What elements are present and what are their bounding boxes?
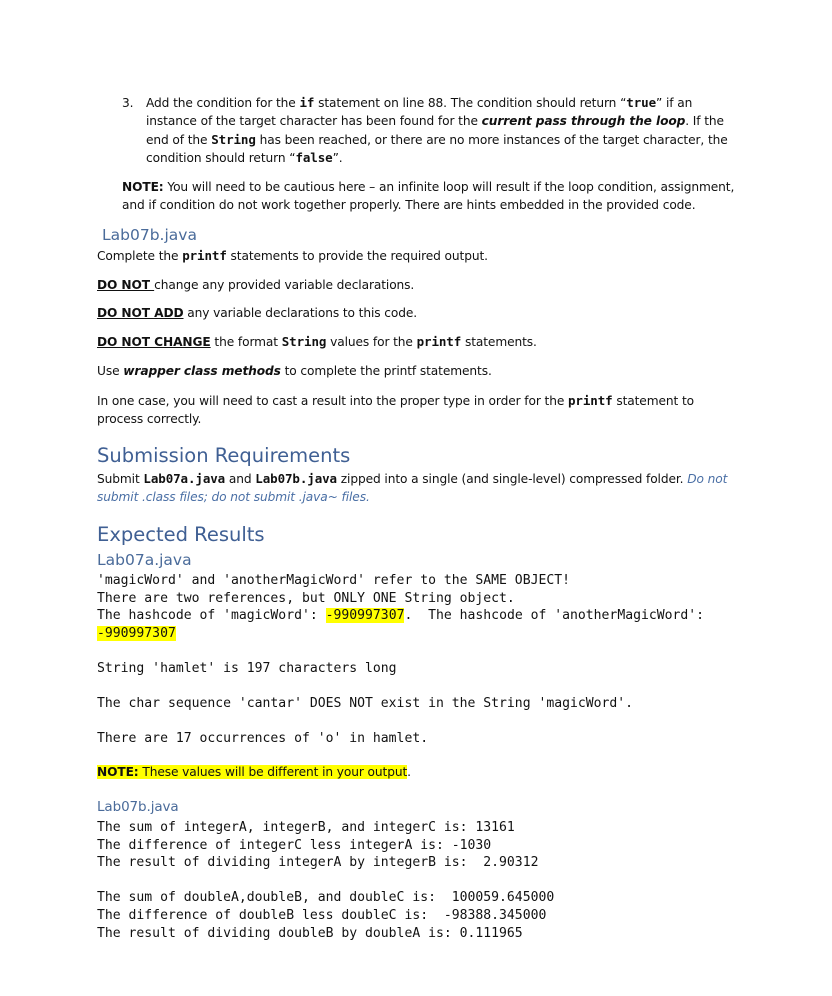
lab07b-complete-text: Complete the printf statements to provide the required output. <box>97 248 488 263</box>
submission-text: Submit Lab07a.java and Lab07b.java zipped into a single (and single-level) compressed folder. Do not submit .class files; do not submit .java~ files. <box>97 471 728 505</box>
cast-text: In one case, you will need to cast a result into the proper type in order for the printf statement to process correctly. <box>97 393 694 427</box>
output-line <box>97 625 704 643</box>
step-3-item <box>122 94 742 168</box>
output-line: The sum of integerA, integerB, and integerC is: 13161 <box>97 820 515 835</box>
output-line: The char sequence 'cantar' DOES NOT exist in the String 'magicWord'. <box>97 696 634 712</box>
note-values-different: NOTE: These values will be different in your output. <box>97 765 411 779</box>
expected-results-heading: Expected Results <box>97 523 265 546</box>
output-line: String 'hamlet' is 197 characters long <box>97 660 397 676</box>
hashcode-highlight: -990997307 <box>325 608 405 624</box>
submission-heading: Submission Requirements <box>97 444 351 467</box>
lab07b-heading: Lab07b.java <box>102 226 197 244</box>
step-number: 3. <box>122 96 134 110</box>
lab07a-output <box>97 572 704 748</box>
step-3-text: Add the condition for the if statement on line 88. The condition should return “true” if an instance of the target character has been found for the current pass through the loop. If the end of the String has been reached, or there are no more instances of the target character, the condition should return “false”. <box>146 95 728 166</box>
output-line: The result of dividing doubleB by doubleA is: 0.111965 <box>97 925 523 941</box>
output-line: The sum of doubleA,doubleB, and doubleC is: 100059.645000 <box>97 890 555 906</box>
output-line: The result of dividing integerA by integerB is: 2.90312 <box>97 855 539 871</box>
rule-do-not-change-format: DO NOT CHANGE the format String values for the printf statements. <box>97 334 537 349</box>
output-line: The hashcode of 'magicWord': -990997307. The hashcode of 'anotherMagicWord': <box>97 608 705 624</box>
rule-do-not-change: DO NOT change any provided variable declarations. <box>97 278 415 292</box>
output-line: There are 17 occurrences of 'o' in hamlet. <box>97 731 429 747</box>
note-infinite-loop: NOTE: You will need to be cautious here – an infinite loop will result if the loop condition, assignment, and if condition do not work together properly. There are hints embedded in the provided code. <box>122 180 735 213</box>
output-line: The difference of doubleB less doubleC is: -98388.345000 <box>97 907 547 923</box>
hashcode-highlight: -990997307 <box>97 625 176 641</box>
output-line: There are two references, but ONLY ONE String object. <box>97 590 515 606</box>
lab07a-heading: Lab07a.java <box>97 551 192 569</box>
submission-note-link[interactable]: Do not submit .class files; do not submit .java~ files. <box>97 472 728 505</box>
lab07b-output <box>97 819 554 942</box>
use-wrapper-text: Use wrapper class methods to complete the printf statements. <box>97 364 492 378</box>
lab07b-output-heading: Lab07b.java <box>97 799 179 815</box>
output-line: 'magicWord' and 'anotherMagicWord' refer to the SAME OBJECT! <box>97 573 570 588</box>
output-line: The difference of integerC less integerA is: -1030 <box>97 837 492 853</box>
rule-do-not-add: DO NOT ADD any variable declarations to this code. <box>97 306 418 320</box>
